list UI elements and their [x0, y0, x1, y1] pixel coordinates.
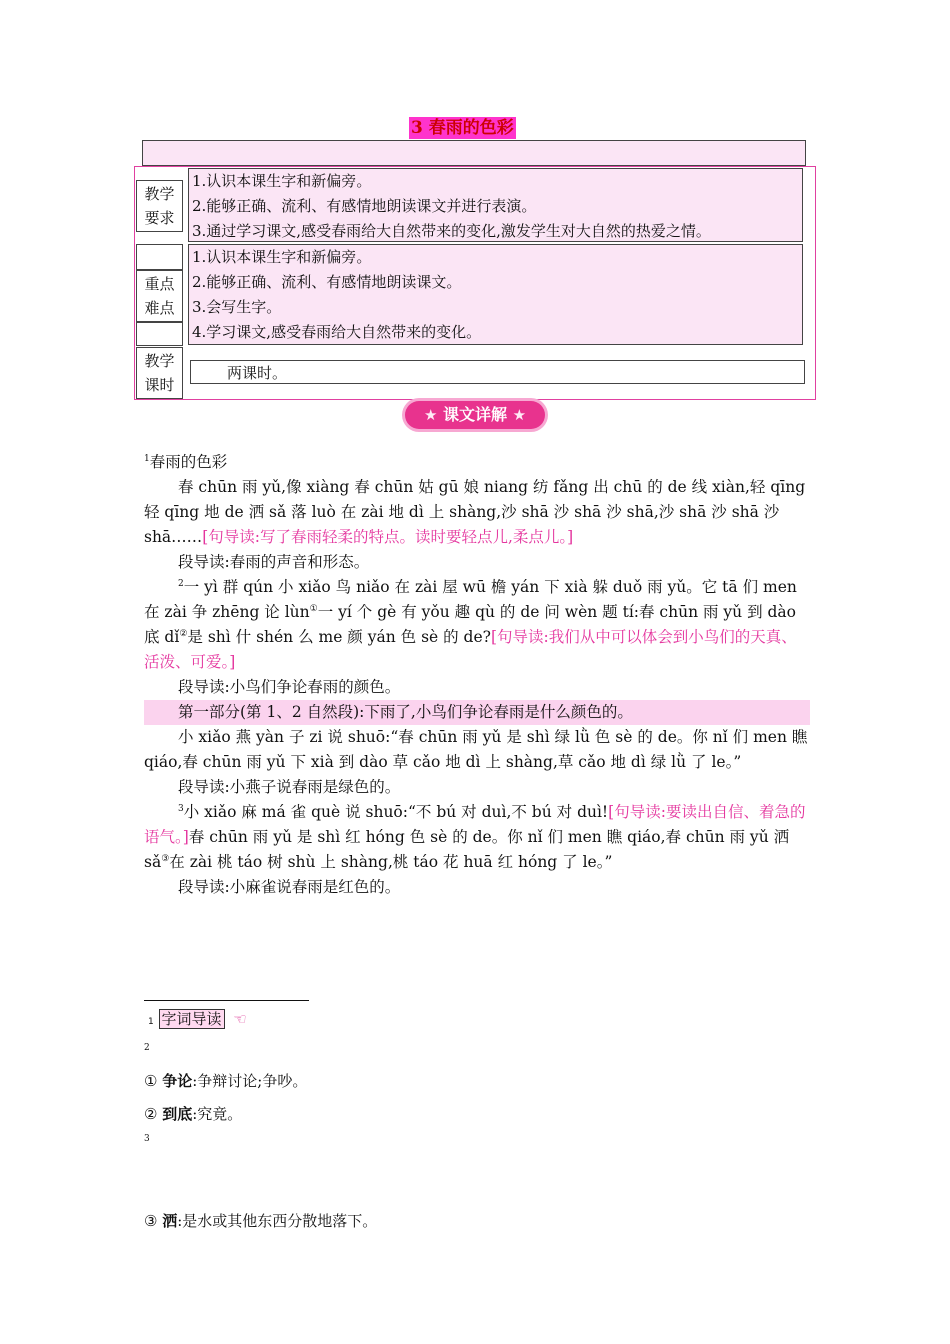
requirement-item: 2.能够正确、流利、有感情地朗读课文并进行表演。 [192, 197, 537, 215]
segment-guide: 段导读:小燕子说春雨是绿色的。 [178, 778, 401, 796]
paragraph-1: 春 chūn 雨 yǔ,像 xiàng 春 chūn 姑 gū 娘 niang 纺 fǎng 出 chū 的 de 线 xiàn,轻 qīng 轻 qīng 地 de 洒 sǎ 落 luò 在 zài 地 dì 上 shàng,沙 shā 沙 shā 沙 shā,沙 shā 沙 shā 沙 shā……[句导读:写了春雨轻柔的特点。读时要轻点儿,柔点儿。] [144, 478, 806, 546]
requirements-cell [188, 168, 803, 242]
segment-guide: 段导读:春雨的声音和形态。 [178, 553, 370, 571]
lesson-title: 3 春雨的色彩 [411, 118, 514, 138]
keypoints-cell [188, 244, 803, 345]
footnote-number: 3 [144, 1134, 150, 1144]
sentence-guide: [句导读:写了春雨轻柔的特点。读时要轻点儿,柔点儿。] [202, 528, 574, 546]
keypoint-item: 4.学习课文,感受春雨给大自然带来的变化。 [192, 323, 482, 341]
keypoint-item: 2.能够正确、流利、有感情地朗读课文。 [192, 273, 462, 291]
keypoint-item: 1.认识本课生字和新偏旁。 [192, 248, 372, 266]
title-bar-box [142, 140, 806, 166]
gloss-item: ② 到底:究竟。 [144, 1105, 243, 1123]
gloss-item: ③ 洒:是水或其他东西分散地落下。 [144, 1212, 378, 1230]
paragraph-4: $^3$小 xiǎo 麻 má 雀 què 说 shuō:“不 bú 对 duì,不 bú 对 duì![句导读:要读出自信、着急的语气。]春 chūn 雨 yǔ 是 shì 红 hóng 色 sè 的 de。你 nǐ 们 men 瞧 qiáo,春 chūn 雨 yǔ 洒 sǎ③在 zài 桃 táo 树 shù 上 shàng,桃 táo 花 huā 红 hóng 了 le。” [144, 803, 806, 871]
sentence-guide: [句导读:我们从中可以体会到小鸟们的天真、活泼、可爱。] [144, 628, 797, 671]
keypoints-stub-top [136, 244, 183, 270]
vocab-guide-label: 字词导读 [159, 1009, 225, 1029]
hours-cell: 两课时。 [190, 360, 805, 384]
footnote-marker: ② [179, 628, 188, 639]
footnote-marker: ① [309, 603, 318, 614]
sentence-guide: [句导读:要读出自信、着急的语气。] [144, 803, 806, 846]
footnote-marker: ③ [161, 853, 170, 864]
requirement-item: 1.认识本课生字和新偏旁。 [192, 172, 372, 190]
requirements-label: 教学 要求 [136, 180, 183, 232]
keypoints-label: 重点 难点 [136, 270, 183, 322]
star-icon: ★ [512, 406, 527, 424]
footnote-heading: 1 字词导读 ☜ [148, 1010, 247, 1028]
keypoint-item: 3.会写生字。 [192, 298, 282, 316]
paragraph-2: $^2$一 yì 群 qún 小 xiǎo 鸟 niǎo 在 zài 屋 wū 檐 yán 下 xià 躲 duǒ 雨 yǔ。它 tā 们 men 在 zài 争 zhēng 论 lùn①一 yí 个 gè 有 yǒu 趣 qù 的 de 问 wèn 题 tí:春 chūn 雨 yǔ 到 dào 底 dǐ②是 shì 什 shén 么 me 颜 yán 色 sè 的 de?[句导读:我们从中可以体会到小鸟们的天真、活泼、可爱。] [144, 578, 797, 671]
segment-guide: 段导读:小鸟们争论春雨的颜色。 [178, 678, 401, 696]
lesson-text [144, 450, 810, 900]
section-badge: ★ 课文详解 ★ [405, 401, 545, 429]
keypoints-stub-bottom [136, 322, 183, 346]
text-heading: $^1$春雨的色彩 [144, 453, 228, 471]
footnote-rule [144, 1000, 309, 1001]
star-icon: ★ [423, 406, 438, 424]
requirement-item: 3.通过学习课文,感受春雨给大自然带来的变化,激发学生对大自然的热爱之情。 [192, 222, 711, 240]
segment-guide: 段导读:小麻雀说春雨是红色的。 [178, 878, 401, 896]
pointing-hand-icon: ☜ [233, 1010, 247, 1028]
footnote-number: 2 [144, 1043, 150, 1053]
gloss-item: ① 争论:争辩讨论;争吵。 [144, 1072, 308, 1090]
hours-label: 教学 课时 [136, 347, 183, 399]
part-summary: 第一部分(第 1、2 自然段):下雨了,小鸟们争论春雨是什么颜色的。 [144, 700, 810, 725]
paragraph-3: 小 xiǎo 燕 yàn 子 zi 说 shuō:“春 chūn 雨 yǔ 是 shì 绿 lǜ 色 sè 的 de。你 nǐ 们 men 瞧 qiáo,春 chūn 雨 yǔ 下 xià 到 dào 草 cǎo 地 dì 上 shàng,草 cǎo 地 dì 绿 lǜ 了 le。” [144, 728, 808, 771]
